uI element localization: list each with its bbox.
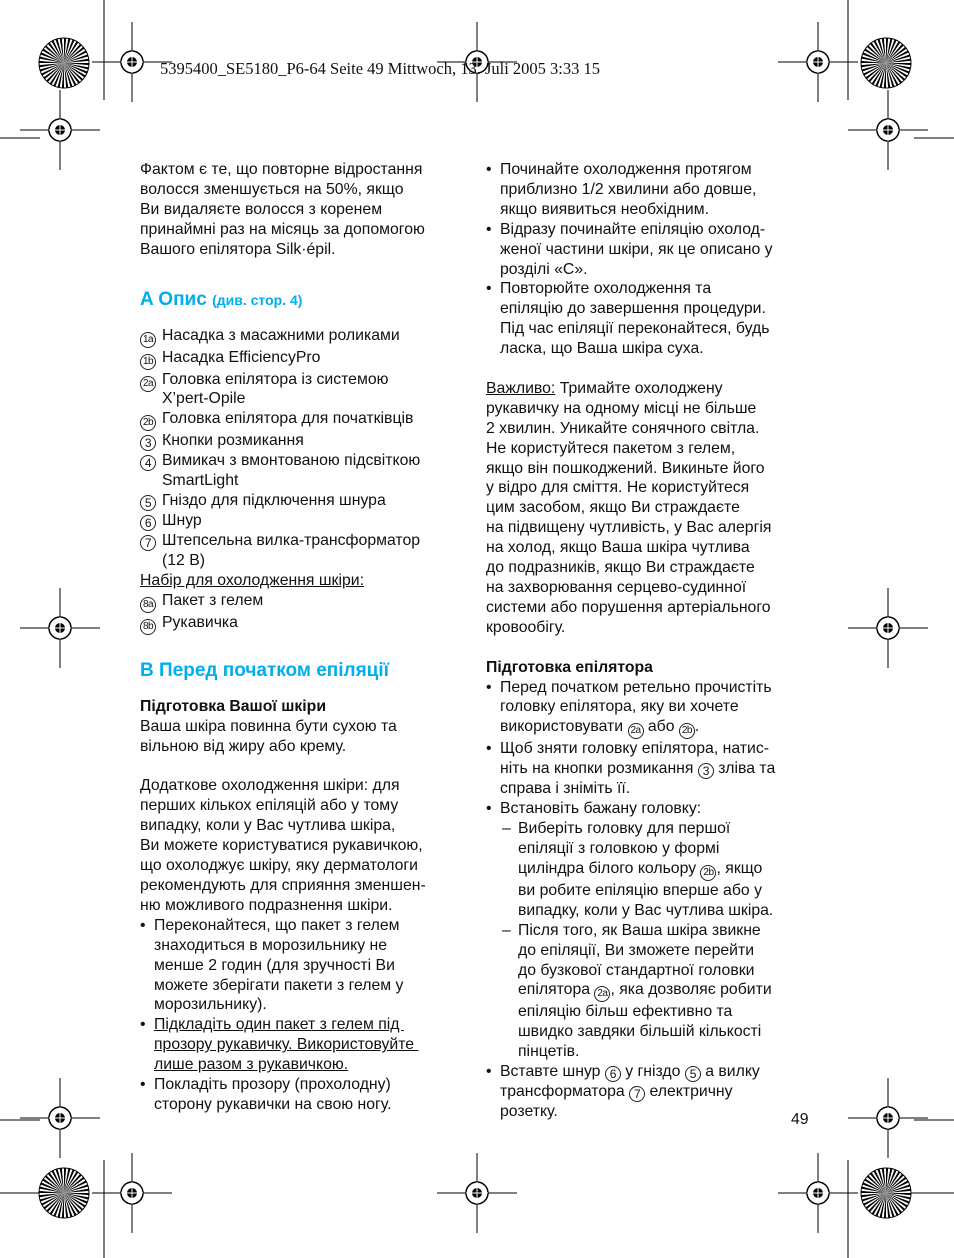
part-marker: 5 bbox=[140, 495, 156, 511]
important-line: на холод, якщо Ваша шкіра чутлива bbox=[486, 539, 750, 557]
bullet-line: Встановіть бажану головку: bbox=[500, 800, 702, 818]
bullet-line: морозильнику). bbox=[154, 996, 267, 1014]
bullet-line: можете зберігати пакети з гелем у bbox=[154, 976, 404, 994]
part-label: Вимикач з вмонтованою підсвіткою bbox=[162, 452, 421, 470]
intro-line: Ви видаляєте волосся з коренем bbox=[140, 200, 383, 218]
inline-text: циліндра білого кольору bbox=[518, 859, 701, 877]
extra-cooling-line: перших кількох епіляцій або у тому bbox=[140, 797, 399, 815]
bullet-line bbox=[500, 759, 816, 779]
bullet-line bbox=[154, 1055, 470, 1075]
bullet-line: Щоб зняти головку епілятора, натис- bbox=[500, 740, 769, 758]
bullet-dot: • bbox=[486, 740, 492, 758]
part-label: Головка епілятора для початківців bbox=[162, 410, 414, 428]
important-line: на захворювання серцево-судинної bbox=[486, 579, 747, 597]
part-marker: 6 bbox=[605, 1066, 621, 1082]
registration-crosshair bbox=[778, 22, 858, 102]
part-marker: 2a bbox=[594, 986, 610, 1002]
parts-list-item bbox=[140, 431, 470, 451]
registration-starburst bbox=[39, 1168, 89, 1218]
important-line: якщо він пошкоджений. Викиньте його bbox=[486, 459, 765, 477]
intro-line: волосся зменшується на 50%, якщо bbox=[140, 180, 404, 198]
bullet-item bbox=[486, 1062, 816, 1122]
bullet-item bbox=[486, 739, 816, 799]
part-label: Шнур bbox=[162, 512, 202, 530]
part-marker: 6 bbox=[140, 515, 156, 531]
inline-text: зліва та bbox=[713, 760, 776, 778]
bullet-line: Починайте охолодження протягом bbox=[500, 161, 752, 178]
right-column bbox=[486, 160, 816, 1122]
bullet-item bbox=[140, 1015, 470, 1075]
registration-crosshair bbox=[437, 1153, 517, 1233]
parts-list-item bbox=[140, 326, 470, 348]
important-text: Тримайте охолоджену bbox=[555, 379, 723, 397]
inline-text: використовувати bbox=[500, 718, 628, 736]
dash-marker: – bbox=[502, 921, 511, 939]
bullet-item bbox=[140, 1075, 470, 1115]
inline-text: або bbox=[643, 718, 679, 736]
dash-item bbox=[486, 921, 816, 1062]
skin-prep-line: Ваша шкіра повинна бути сухою та bbox=[140, 717, 397, 735]
inline-text: , яка дозволяє робити bbox=[610, 981, 772, 999]
extra-cooling-line: Ви можете користуватися рукавичкою, bbox=[140, 837, 423, 855]
bullet-line: Покладіть прозору (прохолодну) bbox=[154, 1076, 391, 1094]
inline-text: у гніздо bbox=[620, 1063, 685, 1081]
inline-text: . bbox=[694, 718, 700, 736]
bullet-item bbox=[486, 678, 816, 740]
part-marker: 2a bbox=[140, 376, 156, 392]
part-label-cont: SmartLight bbox=[162, 472, 239, 490]
inline-text: а вилку bbox=[700, 1063, 760, 1081]
dash-line: епіляції з головкою у формі bbox=[518, 839, 720, 857]
cooling-kit-label: Набір для охолодження шкіри: bbox=[140, 571, 364, 589]
bullet-line bbox=[500, 717, 816, 739]
bullet-line: приблизно 1/2 хвилини або довше, bbox=[500, 180, 757, 198]
registration-starburst bbox=[861, 38, 911, 88]
inline-text: трансформатора bbox=[500, 1083, 630, 1101]
registration-crosshair bbox=[778, 1153, 858, 1233]
inline-text: ніть на кнопки розмикання bbox=[500, 760, 698, 778]
registration-starburst bbox=[39, 38, 89, 88]
dash-line: до бузкової стандартної головки bbox=[518, 961, 755, 979]
parts-list-item bbox=[140, 409, 470, 431]
bullet-line: женої частини шкіри, як це описано у bbox=[500, 240, 773, 258]
bullet-line: прозору рукавичку. Використовуйте bbox=[154, 1036, 419, 1054]
parts-list-item bbox=[140, 348, 470, 370]
part-label: Кнопки розмикання bbox=[162, 432, 304, 450]
bullet-dot: • bbox=[140, 1076, 146, 1094]
part-marker: 2a bbox=[628, 723, 644, 739]
dash-line: швидко завдяки більшій кількості bbox=[518, 1023, 762, 1041]
part-label-cont: (12 В) bbox=[162, 552, 206, 570]
bullet-line: Підкладіть один пакет з гелем під bbox=[154, 1016, 404, 1034]
important-line: цим засобом, якщо Ви страждаєте bbox=[486, 499, 740, 517]
registration-crosshair bbox=[20, 90, 100, 170]
bullet-line: ласка, що Ваша шкіра суха. bbox=[500, 340, 704, 358]
intro-line: Вашого епілятора Silk·épil. bbox=[140, 240, 336, 258]
important-line: до подразників, якщо Ви страждаєте bbox=[486, 559, 755, 577]
part-marker: 1b bbox=[140, 354, 156, 370]
kit-marker: 8a bbox=[140, 597, 156, 613]
section-a-page-ref: (див. стор. 4) bbox=[212, 291, 303, 308]
registration-crosshair bbox=[848, 1078, 928, 1158]
part-marker: 7 bbox=[629, 1086, 645, 1102]
part-marker: 3 bbox=[698, 763, 714, 779]
bullet-dot: • bbox=[486, 1063, 492, 1081]
important-line: на підвищену чутливість, у Вас алергія bbox=[486, 519, 772, 537]
registration-crosshair bbox=[848, 90, 928, 170]
dash-line: епіляцію більш ефективно та bbox=[518, 1003, 733, 1021]
bullet-line: епіляцію до завершення процедури. bbox=[500, 300, 766, 318]
bullet-line: розділі «C». bbox=[500, 260, 588, 278]
kit-label: Рукавичка bbox=[162, 613, 238, 631]
bullet-line: Переконайтеся, що пакет з гелем bbox=[154, 916, 400, 934]
bullet-dot: • bbox=[140, 916, 146, 934]
section-b-heading: B Перед початком епіляції bbox=[140, 659, 389, 681]
important-line: рукавичку на одному місці не більше bbox=[486, 399, 757, 417]
part-label-cont: X’pert-Opile bbox=[162, 390, 246, 408]
bullet-item bbox=[486, 799, 816, 819]
skin-prep-heading: Підготовка Вашої шкіри bbox=[140, 697, 327, 715]
epilator-prep-heading: Підготовка епілятора bbox=[486, 658, 653, 676]
parts-list-item bbox=[140, 531, 470, 571]
inline-text: епілятора bbox=[518, 981, 595, 999]
parts-list-item bbox=[140, 511, 470, 531]
part-marker: 5 bbox=[685, 1066, 701, 1082]
part-label: Головка епілятора із системою bbox=[162, 370, 389, 388]
bullet-line: Відразу починайте епіляцію охолод- bbox=[500, 220, 766, 238]
important-line: кровообігу. bbox=[486, 618, 566, 636]
bullet-dot: • bbox=[486, 161, 492, 178]
bullet-dot: • bbox=[486, 678, 492, 696]
bullet-dot: • bbox=[486, 220, 492, 238]
page-number: 49 bbox=[791, 1111, 809, 1128]
kit-marker: 8b bbox=[140, 619, 156, 635]
bullet-line: розетку. bbox=[500, 1103, 558, 1121]
part-marker: 2b bbox=[140, 415, 156, 431]
dash-line: пінцетів. bbox=[518, 1043, 580, 1061]
dash-line: Після того, як Ваша шкіра звикне bbox=[518, 921, 761, 939]
extra-cooling-line: ню можливого подразнення шкіри. bbox=[140, 896, 393, 914]
bullet-item bbox=[486, 160, 816, 220]
dash-line bbox=[518, 980, 816, 1002]
extra-cooling-line: рекомендують для сприяння зменшен- bbox=[140, 877, 426, 895]
part-marker: 4 bbox=[140, 455, 156, 471]
bullet-dot: • bbox=[486, 280, 492, 298]
important-line: 2 хвилин. Уникайте сонячного світла. bbox=[486, 419, 760, 437]
bullet-line bbox=[500, 1062, 816, 1082]
bullet-line: якщо виявиться необхідним. bbox=[500, 200, 709, 218]
dash-line: Виберіть головку для першої bbox=[518, 820, 731, 838]
parts-list-item bbox=[140, 370, 470, 410]
part-marker: 3 bbox=[140, 435, 156, 451]
bullet-line: знаходиться в морозильнику не bbox=[154, 936, 388, 954]
inline-text: Вставте шнур bbox=[500, 1063, 605, 1081]
bullet-item bbox=[486, 220, 816, 280]
intro-line: принаймні раз на місяць за допомогою bbox=[140, 220, 425, 238]
part-marker: 7 bbox=[140, 535, 156, 551]
bullet-line: менше 2 годин (для зручності Ви bbox=[154, 956, 395, 974]
registration-starburst bbox=[861, 1168, 911, 1218]
bullet-line: Під час епіляції переконайтеся, будь bbox=[500, 320, 770, 338]
dash-line bbox=[518, 859, 816, 881]
important-line: системи або порушення артеріального bbox=[486, 598, 771, 616]
bullet-line: Повторюйте охолодження та bbox=[500, 280, 712, 298]
dash-line: випадку, коли у Вас чутлива шкіра. bbox=[518, 901, 774, 919]
print-header-info: 5395400_SE5180_P6-64 Seite 49 Mittwoch, 13. Juli 2005 3:33 15 bbox=[160, 59, 601, 78]
part-marker: 2b bbox=[700, 865, 716, 881]
bullet-line: сторону рукавички на свою ногу. bbox=[154, 1095, 392, 1113]
part-label: Штепсельна вилка-трансформатор bbox=[162, 532, 421, 550]
section-a-title: A Опис bbox=[140, 288, 207, 310]
important-label: Важливо: bbox=[486, 379, 556, 397]
dash-line: до епіляції, Ви зможете перейти bbox=[518, 941, 755, 959]
registration-crosshair bbox=[20, 588, 100, 668]
important-line: у відро для сміття. Не користуйтеся bbox=[486, 479, 750, 497]
bullet-item bbox=[140, 916, 470, 1016]
parts-list-item bbox=[140, 451, 470, 491]
part-label: Насадка з масажними роликами bbox=[162, 326, 400, 344]
cooling-kit-item bbox=[140, 591, 470, 613]
dash-item bbox=[486, 819, 816, 921]
important-line: Не користуйтеся пакетом з гелем, bbox=[486, 439, 736, 457]
bullet-dot: • bbox=[140, 1016, 146, 1034]
bullet-dot: • bbox=[486, 800, 492, 818]
inline-text: електричну bbox=[645, 1083, 733, 1101]
parts-list bbox=[140, 326, 470, 571]
cooling-kit-item bbox=[140, 613, 470, 635]
registration-crosshair bbox=[848, 588, 928, 668]
kit-label: Пакет з гелем bbox=[162, 591, 264, 609]
part-marker: 2b bbox=[679, 723, 695, 739]
registration-crosshair bbox=[20, 1078, 100, 1158]
bullet-line bbox=[500, 1082, 816, 1102]
important-note-first-line bbox=[486, 379, 816, 399]
part-marker: 1a bbox=[140, 332, 156, 348]
skin-prep-line: вільною від жиру або крему. bbox=[140, 737, 347, 755]
bullet-item bbox=[486, 279, 816, 359]
bullet-line-text: лише разом з рукавичкою. bbox=[154, 1056, 349, 1074]
parts-list-item bbox=[140, 491, 470, 511]
bullet-line: головку епілятора, яку ви хочете bbox=[500, 698, 739, 716]
part-label: Насадка EfficiencyPro bbox=[162, 348, 321, 366]
extra-cooling-line: випадку, коли у Вас чутлива шкіра, bbox=[140, 817, 396, 835]
extra-cooling-line: Додаткове охолодження шкіри: для bbox=[140, 777, 400, 795]
left-column bbox=[140, 160, 470, 1115]
part-label: Гніздо для підключення шнура bbox=[162, 492, 386, 510]
inline-text: , якщо bbox=[716, 859, 763, 877]
intro-line: Фактом є те, що повторне відростання bbox=[140, 161, 423, 178]
dash-line: ви робите епіляцію вперше або у bbox=[518, 881, 762, 899]
bullet-line: Перед початком ретельно прочистіть bbox=[500, 678, 772, 696]
extra-cooling-line: що охолоджує шкіру, яку дерматологи bbox=[140, 857, 418, 875]
dash-marker: – bbox=[502, 820, 511, 838]
bullet-line: справа і зніміть її. bbox=[500, 780, 631, 798]
section-a-heading bbox=[140, 288, 470, 312]
